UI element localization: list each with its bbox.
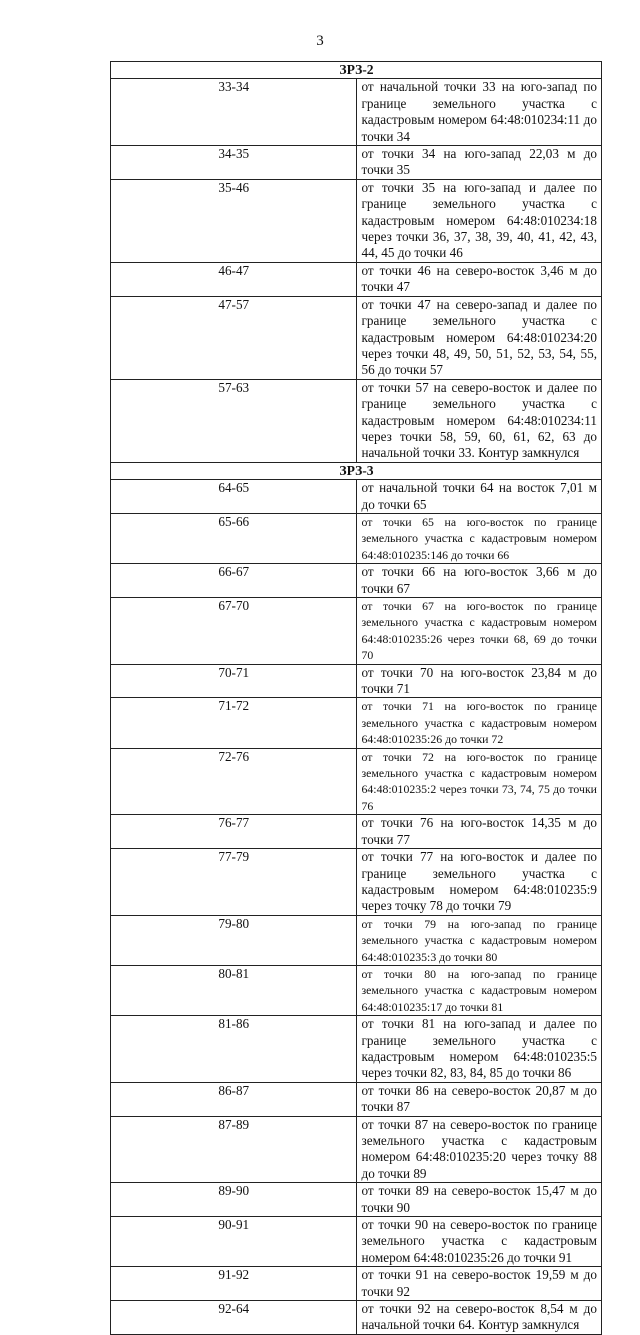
segment-code: 57-63 <box>111 379 357 462</box>
table-row <box>111 1217 602 1267</box>
table-row <box>111 379 602 462</box>
segment-code: 92-64 <box>111 1301 357 1335</box>
segment-description: от точки 76 на юго-восток 14,35 м до точки 77 <box>356 815 602 849</box>
segment-code: 87-89 <box>111 1116 357 1183</box>
segment-description: от точки 92 на северо-восток 8,54 м до начальной точки 64. Контур замкнулся <box>356 1301 602 1335</box>
table-row <box>111 1116 602 1183</box>
segment-description: от точки 91 на северо-восток 19,59 м до точки 92 <box>356 1267 602 1301</box>
segment-description: от точки 77 на юго-восток и далее по границе земельного участка с кадастровым номером 64:48:010235:9 через точку 78 до точки 79 <box>356 849 602 916</box>
segment-description: от точки 35 на юго-запад и далее по границе земельного участка с кадастровым номером 64:48:010234:18 через точки 36, 37, 38, 39, 40, 41, 42, 43, 44, 45 до точки 46 <box>356 179 602 262</box>
segment-description: от точки 86 на северо-восток 20,87 м до точки 87 <box>356 1082 602 1116</box>
segment-description: от точки 72 на юго-восток по границе земельного участка с кадастровым номером 64:48:010235:2 через точки 73, 74, 75 до точки 76 <box>356 748 602 815</box>
segment-description: от точки 46 на северо-восток 3,46 м до точки 47 <box>356 262 602 296</box>
segment-description: от точки 89 на северо-восток 15,47 м до точки 90 <box>356 1183 602 1217</box>
segment-description: от начальной точки 33 на юго-запад по границе земельного участка с кадастровым номером 64:48:010234:11 до точки 34 <box>356 79 602 146</box>
table-row <box>111 915 602 965</box>
segment-code: 76-77 <box>111 815 357 849</box>
segment-code: 77-79 <box>111 849 357 916</box>
table-row <box>111 598 602 665</box>
segment-code: 47-57 <box>111 296 357 379</box>
segment-code: 33-34 <box>111 79 357 146</box>
segment-description: от точки 70 на юго-восток 23,84 м до точки 71 <box>356 664 602 698</box>
segment-code: 90-91 <box>111 1217 357 1267</box>
segment-code: 64-65 <box>111 480 357 514</box>
table-row <box>111 1016 602 1083</box>
table-row <box>111 179 602 262</box>
segment-code: 46-47 <box>111 262 357 296</box>
segment-code: 34-35 <box>111 146 357 180</box>
segment-description: от точки 90 на северо-восток по границе земельного участка с кадастровым номером 64:48:010235:26 до точки 91 <box>356 1217 602 1267</box>
table-row <box>111 698 602 748</box>
boundary-description-table <box>110 61 602 1335</box>
segment-description: от точки 57 на северо-восток и далее по границе земельного участка с кадастровым номером 64:48:010234:11 через точки 58, 59, 60, 61, 62, 63 до начальной точки 33. Контур замкнулся <box>356 379 602 462</box>
table-row <box>111 1183 602 1217</box>
table-row <box>111 815 602 849</box>
segment-description: от точки 34 на юго-запад 22,03 м до точки 35 <box>356 146 602 180</box>
table-body <box>111 62 602 1335</box>
segment-description: от точки 80 на юго-запад по границе земельного участка с кадастровым номером 64:48:010235:17 до точки 81 <box>356 965 602 1015</box>
segment-description: от точки 65 на юго-восток по границе земельного участка с кадастровым номером 64:48:010235:146 до точки 66 <box>356 513 602 563</box>
segment-code: 80-81 <box>111 965 357 1015</box>
segment-code: 66-67 <box>111 564 357 598</box>
table-row <box>111 1301 602 1335</box>
table-row <box>111 79 602 146</box>
table-row <box>111 965 602 1015</box>
section-title: ЗРЗ-2 <box>111 62 602 79</box>
segment-code: 86-87 <box>111 1082 357 1116</box>
section-header-row <box>111 462 602 479</box>
segment-code: 72-76 <box>111 748 357 815</box>
segment-description: от точки 79 на юго-запад по границе земельного участка с кадастровым номером 64:48:010235:3 до точки 80 <box>356 915 602 965</box>
table-row <box>111 1082 602 1116</box>
segment-code: 89-90 <box>111 1183 357 1217</box>
table-row <box>111 1267 602 1301</box>
table-row <box>111 262 602 296</box>
table-row <box>111 664 602 698</box>
table-row <box>111 296 602 379</box>
segment-code: 71-72 <box>111 698 357 748</box>
segment-description: от точки 71 на юго-восток по границе земельного участка с кадастровым номером 64:48:010235:26 до точки 72 <box>356 698 602 748</box>
page-number: 3 <box>316 33 324 49</box>
table-row <box>111 146 602 180</box>
section-header-row <box>111 62 602 79</box>
table-row <box>111 849 602 916</box>
section-title: ЗРЗ-3 <box>111 462 602 479</box>
segment-description: от точки 47 на северо-запад и далее по границе земельного участка с кадастровым номером 64:48:010234:20 через точки 48, 49, 50, 51, 52, 53, 54, 55, 56 до точки 57 <box>356 296 602 379</box>
table-row <box>111 564 602 598</box>
table-row <box>111 748 602 815</box>
segment-description: от точки 87 на северо-восток по границе земельного участка с кадастровым номером 64:48:010235:20 через точку 88 до точки 89 <box>356 1116 602 1183</box>
segment-description: от начальной точки 64 на восток 7,01 м до точки 65 <box>356 480 602 514</box>
segment-description: от точки 66 на юго-восток 3,66 м до точки 67 <box>356 564 602 598</box>
segment-code: 65-66 <box>111 513 357 563</box>
segment-code: 67-70 <box>111 598 357 665</box>
segment-code: 79-80 <box>111 915 357 965</box>
segment-description: от точки 67 на юго-восток по границе земельного участка с кадастровым номером 64:48:010235:26 через точки 68, 69 до точки 70 <box>356 598 602 665</box>
segment-code: 81-86 <box>111 1016 357 1083</box>
table-row <box>111 480 602 514</box>
segment-code: 91-92 <box>111 1267 357 1301</box>
segment-code: 70-71 <box>111 664 357 698</box>
table-row <box>111 513 602 563</box>
segment-description: от точки 81 на юго-запад и далее по границе земельного участка с кадастровым номером 64:48:010235:5 через точки 82, 83, 84, 85 до точки 86 <box>356 1016 602 1083</box>
segment-code: 35-46 <box>111 179 357 262</box>
